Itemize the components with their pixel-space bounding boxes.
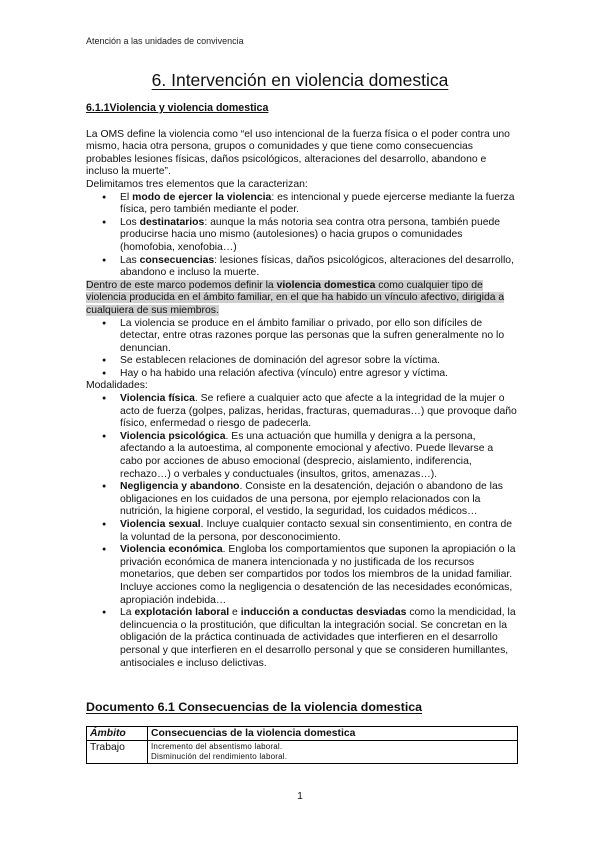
list-item: ● Violencia económica. Engloba los comportamientos que suponen la apropiación o la privación económica de manera intencionada y no justificada de los recursos monetarios, que deben ser compartidos por todos los miembros de la unidad familiar. Incluye acciones como la negligencia o desatención de las necesidades económicas, apropiación indebida… (100, 544, 518, 607)
elements-list (86, 192, 518, 280)
table-header-row (87, 727, 518, 741)
intro-paragraph: La OMS define la violencia como “el uso intencional de la fuerza física o el poder contra uno mismo, hacia otra persona, grupos o comunidades y que tiene como consecuencias probables lesiones físicas, daños psicológicos, alteraciones del desarrollo, abandono e incluso la muerte”. (86, 128, 510, 178)
list-item: ● La violencia se produce en el ámbito familiar o privado, por ello son difíciles de detectar, entre otras razones porque las personas que la sufren generalmente no lo denuncian. (100, 318, 518, 356)
consequences-table (86, 726, 518, 764)
cell-consecuencias (148, 741, 518, 764)
running-header: Atención a las unidades de convivencia (86, 36, 244, 46)
list-item: ● Los destinatarios: aunque la más notoria sea contra otra persona, también puede producirse hacia uno mismo (autolesiones) o hacia grupos o comunidades (homofobia, xenofobia…) (100, 217, 518, 255)
main-content (86, 102, 518, 670)
list-item: ● Violencia psicológica. Es una actuación que humilla y denigra a la persona, afectando a la autoestima, al componente emocional y afectivo. Puede llevarse a cabo por acciones de abuso emocional (desprecio, aislamiento, indiferencia, rechazo…) o verbales y conductuales (insultos, gritos, amenazas…). (100, 431, 518, 481)
document-title: Documento 6.1 Consecuencias de la violencia domestica (86, 700, 423, 714)
section-heading: 6.1.1Violencia y violencia domestica (86, 102, 269, 114)
cell-ambito: Trabajo (87, 741, 148, 764)
list-item: ● El modo de ejercer la violencia: es intencional y puede ejercerse mediante la fuerza física, pero también mediante el poder. (100, 192, 518, 217)
header-ambito: Ámbito (87, 727, 148, 741)
list-item: ● Violencia sexual. Incluye cualquier contacto sexual sin consentimiento, en contra de la voluntad de la persona, por desconocimiento. (100, 519, 518, 544)
list-item: ● La explotación laboral e inducción a conductas desviadas como la mendicidad, la delincuencia o la prostitución, que dificultan la integración social. Se concretan en la obligación de la práctica continuada de actividades que interfieren en el desarrollo personal y que interfieren en el desarrollo personal y que se consideren humillantes, antisociales e incluso delictivas. (100, 607, 518, 670)
list-item: ● Se establecen relaciones de dominación del agresor sobre la víctima. (100, 355, 518, 368)
delimit-paragraph: Delimitamos tres elementos que la caracterizan: (86, 178, 308, 190)
list-item: ● Violencia física. Se refiere a cualquier acto que afecte a la integridad de la mujer o acto de fuerza (golpes, palizas, heridas, fracturas, quemaduras…) que provoque daño físico, enfermedad o riesgo de padecerla. (100, 393, 518, 431)
page-title: 6. Intervención en violencia domestica (151, 70, 449, 90)
domestic-points-list (86, 318, 518, 381)
consequence-item: Disminución del rendimiento laboral. (151, 752, 288, 761)
modalidades-list (86, 393, 518, 670)
list-item: ● Hay o ha habido una relación afectiva (vínculo) entre agresor y víctima. (100, 368, 518, 381)
header-consecuencias: Consecuencias de la violencia domestica (148, 727, 518, 741)
page-number: 1 (297, 791, 303, 802)
consequence-item: Incremento del absentismo laboral. (151, 742, 283, 751)
list-item: ● Negligencia y abandono. Consiste en la desatención, dejación o abandono de las obligaciones en los cuidados de una persona, por ejemplo relacionados con la nutrición, la higiene corporal, el vestido, la seguridad, los cuidados médicos… (100, 481, 518, 519)
list-item: ● Las consecuencias: lesiones físicas, daños psicológicos, alteraciones del desarrollo, abandono e incluso la muerte. (100, 255, 518, 280)
table-row (87, 741, 518, 764)
modalidades-label: Modalidades: (86, 380, 148, 392)
domestic-definition: Dentro de este marco podemos definir la violencia domestica como cualquier tipo de violencia producida en el ámbito familiar, en el que ha habido un vínculo afectivo, dirigida a cualquiera de sus miembros. (86, 279, 505, 316)
